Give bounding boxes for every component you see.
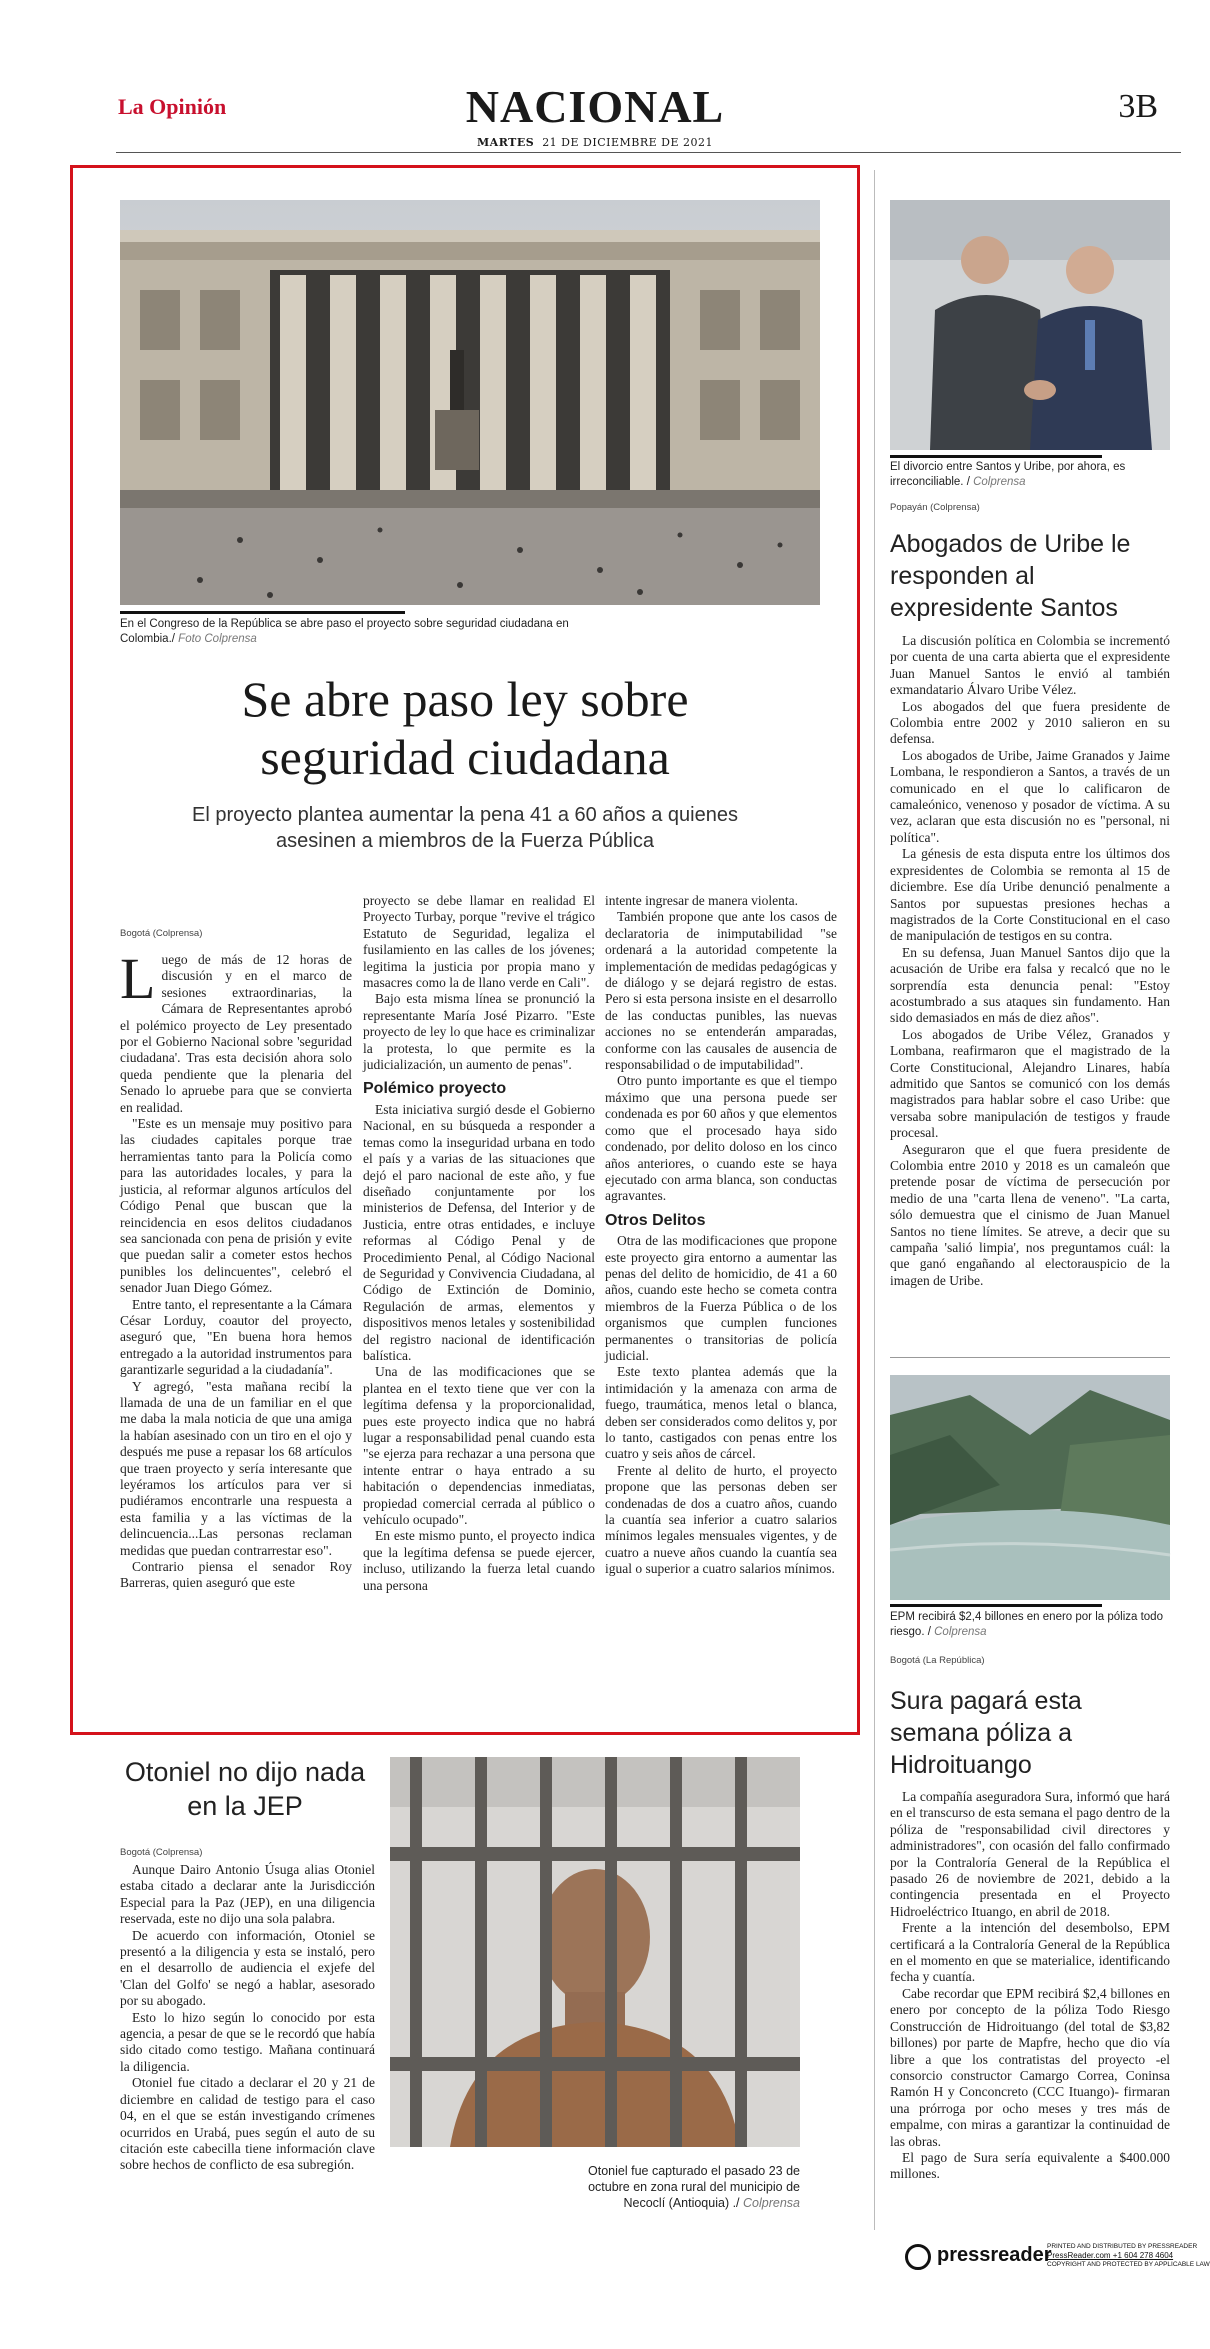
otoniel-para-2: De acuerdo con información, Otoniel se presentó a la diligencia y esta se instaló, pero en el desarrollo de audiencia el exjefe del 'Clan del Golfo' se negó a hablar, asesorado por su abogado. <box>120 1927 375 2009</box>
main-c1-para-4: Y agregó, "esta mañana recibí la llamada de una de un familiar en el que me daba la mala noticia de que una amiga la habían asesinado con un tiro en el ojo y después me puse a repasar los 68 artículos que traen proyecto y sería interesante que leyéramos los artículos para ver si pudiéramos encontrarle una respuesta a esta familia y a las víctimas de la delincuencia...Las personas reclaman medidas que puedan contrarrestar eso". <box>120 1378 352 1558</box>
hidroituango-photo[interactable] <box>890 1375 1170 1600</box>
pressreader-wordmark: pressreader <box>937 2244 1052 2266</box>
sidebar1-para-4: La génesis de esta disputa entre los últimos dos expresidentes de Colombia se remonta al 15 de diciembre. Ese día Uribe denunció penalmente a Santos por supuestas presiones hechas a magistrados de la Corte Constitucional en el caso de manipulación de testigos en su contra. <box>890 846 1170 944</box>
main-c2-para-3: Esta iniciativa surgió desde el Gobierno Nacional, en su búsqueda a responder a temas como la inseguridad urbana en todo el país y a varias de las situaciones que dejó el paro nacional de este año, y fue diseñado conjuntamente por los ministerios de Defensa, del Interior y de Justicia, entre otras entidades, e incluye reformas al Código Penal y de Procedimiento Penal, al Código Nacional de Seguridad y Convivencia Ciudadana, al Código de Extinción de Dominio, Regulación de armas, elementos y dispositivos menos letales y sostenibilidad del registro nacional de identificación balística. <box>363 1101 595 1363</box>
sidebar2-headline: Sura pagará esta semana póliza a Hidroituango <box>890 1687 1082 1779</box>
main-column-1 <box>120 946 352 1592</box>
main-caption-credit: Foto Colprensa <box>178 633 257 645</box>
main-c3-para-4: Otra de las modificaciones que propone este proyecto gira entorno a aumentar las penas del delito de homicidio, de 41 a 60 años, cuando este hecho se cometa contra miembros de la Fuerza Pública o de los organismos que cumplen funciones permanentes o transitorias de policía judicial. <box>605 1233 837 1363</box>
main-c3-para-5: Este texto plantea además que la intimidación y la amenaza con arma de fuego, traumática, menos letal o blanca, deben ser considerados como delitos y, por lo tanto, castigados con penas entre los cuatro y seis años de cárcel. <box>605 1364 837 1462</box>
sidebar2-caption-credit: Colprensa <box>934 1626 987 1638</box>
main-headline <box>90 670 840 786</box>
congress-photo[interactable] <box>120 200 820 605</box>
sidebar2-para-4: El pago de Sura sería equivalente a $400.000 millones. <box>890 2149 1170 2182</box>
sidebar1-caption-rule <box>890 455 1102 458</box>
sidebar2-caption-text: EPM recibirá $2,4 billones en enero por la póliza todo riesgo. / <box>890 1611 1163 1638</box>
pressreader-line3: COPYRIGHT AND PROTECTED BY APPLICABLE LAW <box>1047 2261 1210 2268</box>
sidebar2-caption-rule <box>890 1604 1102 1607</box>
sidebar2-para-1: La compañía aseguradora Sura, informó que hará en el transcurso de esta semana el pago dentro de la póliza de "responsabilidad civil directores y administradores", con ocasión del fallo confirmado por la Contraloría General de la República el pasado 26 de noviembre de 2021, debido a la contingencia presentada en el Proyecto Hidroeléctrico Ituango, en abril de 2018. <box>890 1789 1170 1919</box>
sidebar1-para-7: Aseguraron que el que fuera presidente de Colombia entre 2010 y 2018 es un camaleón que pretende posar de víctima de persecución por medio de una "carta llena de veneno". "La carta, sólo demuestra que el cinismo de Juan Manuel Santos no tiene límites. Se atreve, a decir que su campaña 'salió limpia', nos preguntamos cuál: la que ganó engañando al electorauspicio de la imagen de Uribe. <box>890 1141 1170 1288</box>
main-c3-subhead: Otros Delitos <box>605 1211 706 1229</box>
otoniel-photo[interactable] <box>390 1757 800 2147</box>
drop-cap: L <box>120 946 156 1011</box>
sidebar1-photo-caption <box>890 460 1170 490</box>
main-c2-para-4: Una de las modificaciones que se plantea en el texto tiene que ver con la legítima defensa y la proporcionalidad, pues este proyecto indica que no habrá lugar a responsabilidad penal cuando esta "se ejerza para rechazar a una persona que intente entrar o haya entrado a su habitación o dependencias inmediatas, propiedad comercial cerrada al público o vehículo ocupado". <box>363 1364 595 1528</box>
sidebar1-para-1: La discusión política en Colombia se incrementó por cuenta de una carta abierta que el expresidente Juan Manuel Santos le envió al también exmandatario Álvaro Uribe Vélez. <box>890 633 1170 698</box>
sidebar2-para-3: Cabe recordar que EPM recibirá $2,4 billones en enero por concepto de la póliza Todo Riesgo Construcción de Hidroituango (del total de $3,82 billones) por parte de Mapfre, hecho que dio vía libre a que los contratistas del proyecto -el consorcio constructor Camargo Correa, Coninsa Ramón H y Conconcreto (CCC Ituango)- firmaran una prórroga por ocho meses y tres más de empalme, con miras a garantizar la continuidad de las obras. <box>890 1985 1170 2149</box>
sidebar-divider <box>890 1357 1170 1358</box>
main-dateline: Bogotá (Colprensa) <box>120 928 203 939</box>
page-number: 3B <box>1118 88 1158 125</box>
main-c3-para-2: También propone que ante los casos de declaratoria de inimputabilidad "se ordenará a la autoridad competente la implementación de medidas pedagógicas y de diálogo y se dejará registro de estas. Pero si esta persona insiste en el desarrollo de las conductas punibles, las nuevas acciones no se entenderán amparadas, conforme con las causales de ausencia de responsabilidad o de imputabilidad". <box>605 909 837 1073</box>
main-c1-para-5: Contrario piensa el senador Roy Barreras, quien aseguró que este <box>120 1559 352 1591</box>
main-c1-para-1: Luego de más de 12 horas de discusión y en el marco de sesiones extraordinarias, la Cámara de Representantes aprobó el polémico proyecto de Ley presentado por el Gobierno Nacional sobre 'seguridad ciudadana'. Tras esta decisión ahora solo queda pendiente que la plenaria del Senado lo apruebe para que se convierta en realidad. <box>120 946 352 1115</box>
sidebar1-para-2: Los abogados del que fuera presidente de Colombia entre 2002 y 2010 salieron en su defensa. <box>890 698 1170 747</box>
main-photo-caption <box>120 617 570 647</box>
issue-date <box>0 136 1190 149</box>
pressreader-line2[interactable]: PressReader.com +1 604 278 4604 <box>1047 2251 1174 2260</box>
main-c2-para-2: Bajo esta misma línea se pronunció la representante María José Pizarro. "Este proyecto de ley lo que hace es criminalizar la protesta, lo que permite es la judicialización, un aumento de penas". <box>363 991 595 1073</box>
sidebar1-para-6: Los abogados de Uribe Vélez, Granados y Lombana, reafirmaron que el magistrado de la Corte Constitucional, Alejandro Linares, había admitido que Santos se comunicó con los demás magistrados para hablar sobre el caso Uribe: que versaba sobre manipulación de testigos y fraude procesal. <box>890 1026 1170 1141</box>
section-title: NACIONAL <box>465 81 725 132</box>
sidebar1-para-3: Los abogados de Uribe, Jaime Granados y Jaime Lombana, le respondieron a Santos, a través de un comunicado en el que lo calificaron de camaleónico, venenoso y posador de víctima. A su vez, aclaran que esta discusión no es "personal, ni política". <box>890 747 1170 845</box>
sidebar2-body <box>890 1789 1170 2183</box>
masthead-brand: La Opinión <box>118 94 227 119</box>
sidebar1-headline: Abogados de Uribe le responden al expresidente Santos <box>890 530 1131 622</box>
santos-uribe-photo[interactable] <box>890 200 1170 450</box>
main-caption-text: En el Congreso de la República se abre paso el proyecto sobre seguridad ciudadana en Colombia./ <box>120 618 569 645</box>
otoniel-body <box>120 1862 375 2174</box>
sidebar1-para-5: En su defensa, Juan Manuel Santos dijo que la acusación de Uribe era falsa y recalcó que no le sorprendía esta denuncia penal: "Estoy acostumbrado a sus ataques sin fundamento. Han sido demasiados en más de diez años". <box>890 944 1170 1026</box>
main-c1-para-2: "Este es un mensaje muy positivo para las ciudades capitales porque trae herramientas tanto para la Policía como para las autoridades locales, y para la justicia, al reformar algunos artículos del Código Penal que buscan que la reincidencia en esos delitos ciudadanos sea sancionada con pena de prisión y evite que puedan salir a cometer estos hechos punibles los delincuentes", celebró el senador Juan Diego Gómez. <box>120 1116 352 1296</box>
header-rule <box>116 152 1181 153</box>
column-separator <box>874 170 875 2230</box>
pressreader-line1: PRINTED AND DISTRIBUTED BY PRESSREADER <box>1047 2243 1198 2250</box>
otoniel-para-4: Otoniel fue citado a declarar el 20 y 21 de diciembre en calidad de testigo para el caso 04, en el que se están investigando crímenes ocurridos en Urabá, pues según el auto de su citación este cabecilla tiene información clave sobre hechos de conflicto de esa subregión. <box>120 2075 375 2173</box>
otoniel-dateline: Bogotá (Colprensa) <box>120 1847 203 1858</box>
sidebar2-photo-caption <box>890 1610 1170 1640</box>
main-headline-line2: seguridad ciudadana <box>260 729 670 785</box>
sidebar1-dateline: Popayán (Colprensa) <box>890 502 980 513</box>
sidebar1-caption-credit: Colprensa <box>973 476 1026 488</box>
main-c2-para-5: En este mismo punto, el proyecto indica que la legítima defensa se puede ejercer, incluso, utilizando la fuerza letal cuando una persona <box>363 1528 595 1593</box>
pressreader-icon <box>905 2244 931 2270</box>
otoniel-para-3: Esto lo hizo según lo conocido por esta agencia, a pesar de que se le recordó que había sido citado como testigo. Mañana continuará la diligencia. <box>120 2009 375 2074</box>
main-column-3 <box>605 893 837 1578</box>
pressreader-imprint <box>1047 2242 1210 2269</box>
pressreader-badge[interactable] <box>905 2240 1210 2280</box>
otoniel-caption-credit: Colprensa <box>743 2196 800 2210</box>
main-c3-para-6: Frente al delito de hurto, el proyecto propone que las personas deben ser condenadas de dos a cuatro años, cuando la cuantía sea inferior a cuatro salarios mínimos legales mensuales vigentes, y de cuatro a nueve años cuando la cuantía sea igual o superior a cuatro salarios mínimos. <box>605 1462 837 1577</box>
main-c1-para-3: Entre tanto, el representante a la Cámara César Lorduy, coautor del proyecto, aseguró que, "En buena hora hemos entregado a la autoridad instrumentos para garantizarle seguridad a la ciudadanía". <box>120 1296 352 1378</box>
main-column-2 <box>363 893 595 1594</box>
main-c3-para-1: intente ingresar de manera violenta. <box>605 893 799 908</box>
otoniel-caption-text: Otoniel fue capturado el pasado 23 de octubre en zona rural del municipio de Necoclí (Antioquia) ./ <box>588 2164 800 2210</box>
sidebar2-para-2: Frente a la intención del desembolso, EPM certificará a la Contraloría General de la República en el momento en que se materialice, identificando fecha y cuantía. <box>890 1920 1170 1985</box>
main-headline-line1: Se abre paso ley sobre <box>241 671 689 727</box>
otoniel-headline: Otoniel no dijo nada en la JEP <box>124 1757 366 1821</box>
sidebar2-dateline: Bogotá (La República) <box>890 1655 985 1666</box>
main-c3-para-3: Otro punto importante es que el tiempo máximo que una persona puede ser condenada es por 60 años y que elementos como que el procesado haya sido condenado, por delito doloso en los cinco años anteriores, o cuando este se haya ejecutado con arma blanca, son conductas agravantes. <box>605 1073 837 1204</box>
main-c2-para-1: proyecto se debe llamar en realidad El Proyecto Turbay, porque "revive el trágico Estatuto de Seguridad, legaliza el fusilamiento en las calles de los jóvenes; legitima la justicia por propia mano y masacres como la de llano verde en Cali". <box>363 893 595 991</box>
sidebar1-body <box>890 633 1170 1289</box>
main-c2-subhead: Polémico proyecto <box>363 1080 507 1098</box>
main-subtitle: El proyecto plantea aumentar la pena 41 a 60 años a quienes asesinen a miembros de la Fuerza Pública <box>192 804 738 852</box>
main-caption-rule <box>120 611 405 614</box>
issue-date-text: 21 DE DICIEMBRE DE 2021 <box>542 136 713 149</box>
issue-weekday: MARTES <box>477 136 535 149</box>
otoniel-photo-caption <box>560 2163 800 2211</box>
otoniel-para-1: Aunque Dairo Antonio Úsuga alias Otoniel estaba citado a declarar ante la Jurisdicción Especial para la Paz (JEP), en una diligencia reservada, este no dijo una sola palabra. <box>120 1862 375 1927</box>
sidebar1-caption-text: El divorcio entre Santos y Uribe, por ahora, es irreconciliable. / <box>890 461 1126 488</box>
